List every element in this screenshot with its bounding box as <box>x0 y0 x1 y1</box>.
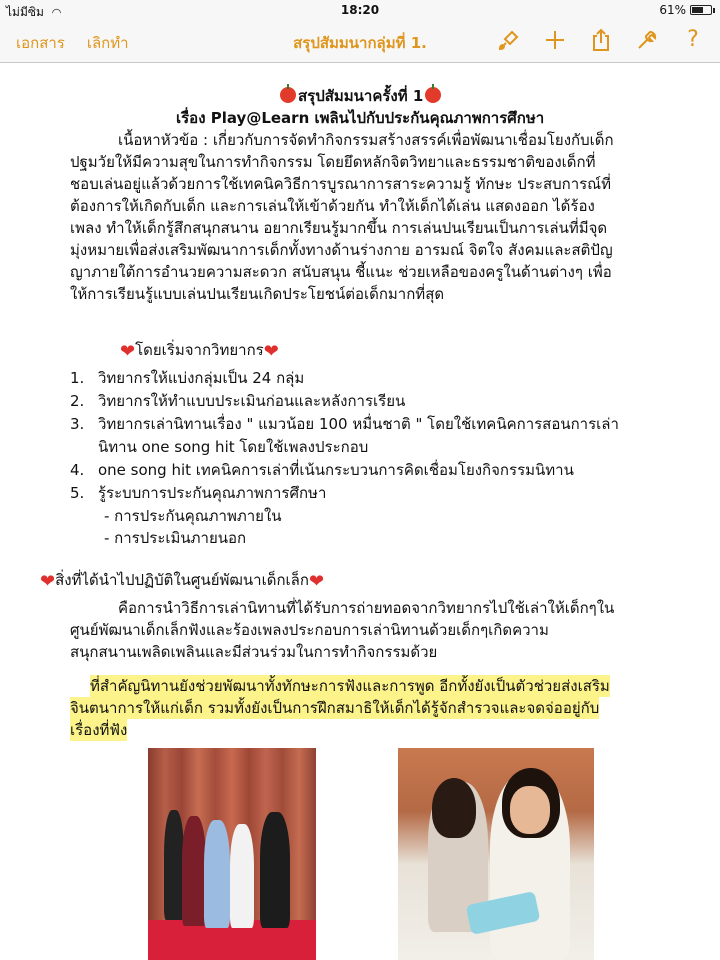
sub-list-item: - การประกันคุณภาพภายใน <box>104 507 282 525</box>
summary-line: เพลง ทำให้เด็กรู้สึกสนุกสนาน อยากเรียนรู้มากขึ้น การเล่นปนเรียนเป็นการเล่นที่มีจุด <box>70 219 608 237</box>
person-figure <box>230 824 254 928</box>
share-icon[interactable] <box>588 26 614 54</box>
list-item: วิทยากรเล่านิทานเรื่อง " แมวน้อย 100 หมื่นชาติ " โดยใช้เทคนิคการสอนการเล่า <box>98 415 619 433</box>
list-number: 3. <box>70 415 85 433</box>
plus-icon[interactable] <box>542 26 568 54</box>
person-figure <box>204 820 230 928</box>
wrench-icon[interactable] <box>634 26 660 54</box>
list-number: 2. <box>70 392 85 410</box>
list-item: วิทยากรให้แบ่งกลุ่มเป็น 24 กลุ่ม <box>98 369 305 387</box>
person-figure <box>164 810 184 920</box>
summary-line: ปฐมวัยให้มีความสุขในการทำกิจกรรม โดยยึดหลักจิตวิทยาและธรรมชาติของเด็กที่ <box>70 153 596 171</box>
highlighted-line: จินตนาการให้แก่เด็ก รวมทั้งยังเป็นการฝึกสมาธิให้เด็กได้รู้จักสำรวจและจดจ่ออยู่กับ <box>70 699 600 717</box>
list-item: วิทยากรให้ทำแบบประเมินก่อนและหลังการเรียน <box>98 392 406 410</box>
apply-heading-text: สิ่งที่ได้นำไปปฏิบัติในศูนย์พัฒนาเด็กเล็ก <box>55 571 309 589</box>
battery-fill <box>692 7 703 13</box>
summary-line: ต้องการให้เกิดกับเด็ก และการเล่นให้เข้าด้วยกัน ทำให้เด็กได้เล่น แสดงออก ได้ร้อง <box>70 197 595 215</box>
document-title: สรุปสัมมนากลุ่มที่ 1. <box>293 34 427 52</box>
battery-percent: 61% <box>659 3 686 17</box>
highlighted-line: เรื่องที่ฟัง <box>70 721 128 739</box>
apply-line: สนุกสนานเพลิดเพลินและมีส่วนร่วมในการทำกิจกรรมด้วย <box>70 643 438 661</box>
person-face <box>510 786 550 834</box>
list-item: รู้ระบบการประกันคุณภาพการศึกษา <box>98 484 327 502</box>
list-item: นิทาน one song hit โดยใช้เพลงประกอบ <box>98 438 369 456</box>
speaker-heading <box>120 339 279 363</box>
documents-button[interactable]: เอกสาร <box>16 34 65 52</box>
doc-heading <box>278 85 443 107</box>
summary-line: ญาภายใต้การอำนวยความสะดวก สนับสนุน ชี้แนะ ช่วยเหลือของครูในด้านต่างๆ เพื่อ <box>70 263 612 281</box>
battery-status <box>659 3 712 17</box>
status-bar <box>0 0 720 20</box>
paintbrush-icon[interactable] <box>496 26 522 54</box>
toolbar-left <box>16 31 129 55</box>
clock: 18:20 <box>340 3 380 17</box>
apply-line: คือการนำวิธีการเล่านิทานที่ได้รับการถ่ายทอดจากวิทยากรไปใช้เล่าให้เด็กๆใน <box>118 599 615 617</box>
summary-line: ให้การเรียนรู้แบบเล่นปนเรียนเกิดประโยชน์ต่อเด็กมากที่สุด <box>70 285 445 303</box>
summary-line: เนื้อหาหัวข้อ : เกี่ยวกับการจัดทำกิจกรรมสร้างสรรค์เพื่อพัฒนาเชื่อมโยงกับเด็ก <box>118 131 614 149</box>
heart-icon: ❤ <box>40 571 56 592</box>
highlighted-line: ที่สำคัญนิทานยังช่วยพัฒนาทั้งทักษะการฟังและการพูด อีกทั้งยังเป็นตัวช่วยส่งเสริม <box>90 677 610 695</box>
apple-icon <box>280 87 296 103</box>
toolbar-right <box>496 26 706 54</box>
document-page[interactable] <box>0 63 720 960</box>
carrier-text: ไม่มีซิม <box>6 5 44 19</box>
battery-icon <box>690 5 712 15</box>
list-number: 4. <box>70 461 85 479</box>
sub-list-item: - การประเมินภายนอก <box>104 529 247 547</box>
summary-line: มุ่งหมายเพื่อส่งเสริมพัฒนาการเด็กทั้งทางด้านร่างกาย อารมณ์ จิตใจ สังคมและสติปัญ <box>70 241 613 259</box>
list-number: 1. <box>70 369 85 387</box>
apply-heading <box>40 569 324 593</box>
summary-line: ชอบเล่นอยู่แล้วด้วยการใช้เทคนิควิธีการบูรณาการสาระความรู้ ทักษะ ประสบการณ์ที่ <box>70 175 611 193</box>
heading-text: สรุปสัมมนาครั้งที่ 1 <box>298 87 424 105</box>
help-icon[interactable]: ? <box>687 27 699 52</box>
heart-icon: ❤ <box>308 571 325 592</box>
apply-line: ศูนย์พัฒนาเด็กเล็กฟังและร้องเพลงประกอบการเล่านิทานด้วยเด็กๆเกิดความ <box>70 621 549 639</box>
list-number: 5. <box>70 484 85 502</box>
toolbar <box>0 20 720 63</box>
group-photo <box>148 748 316 960</box>
heart-icon: ❤ <box>120 341 136 362</box>
workshop-photo <box>398 748 594 960</box>
doc-subheading: เรื่อง Play@Learn เพลินไปกับประกันคุณภาพการศึกษา <box>176 109 545 127</box>
person-figure <box>182 816 206 926</box>
person-hair <box>432 778 476 838</box>
speaker-heading-text: โดยเริ่มจากวิทยากร <box>135 341 264 359</box>
person-figure <box>260 812 290 928</box>
heart-icon: ❤ <box>263 341 279 362</box>
list-item: one song hit เทคนิคการเล่าที่เน้นกระบวนการคิดเชื่อมโยงกิจกรรมนิทาน <box>98 461 574 479</box>
apple-icon <box>425 87 441 103</box>
wifi-icon: ◠ <box>51 6 62 19</box>
undo-button[interactable]: เลิกทำ <box>86 34 129 52</box>
